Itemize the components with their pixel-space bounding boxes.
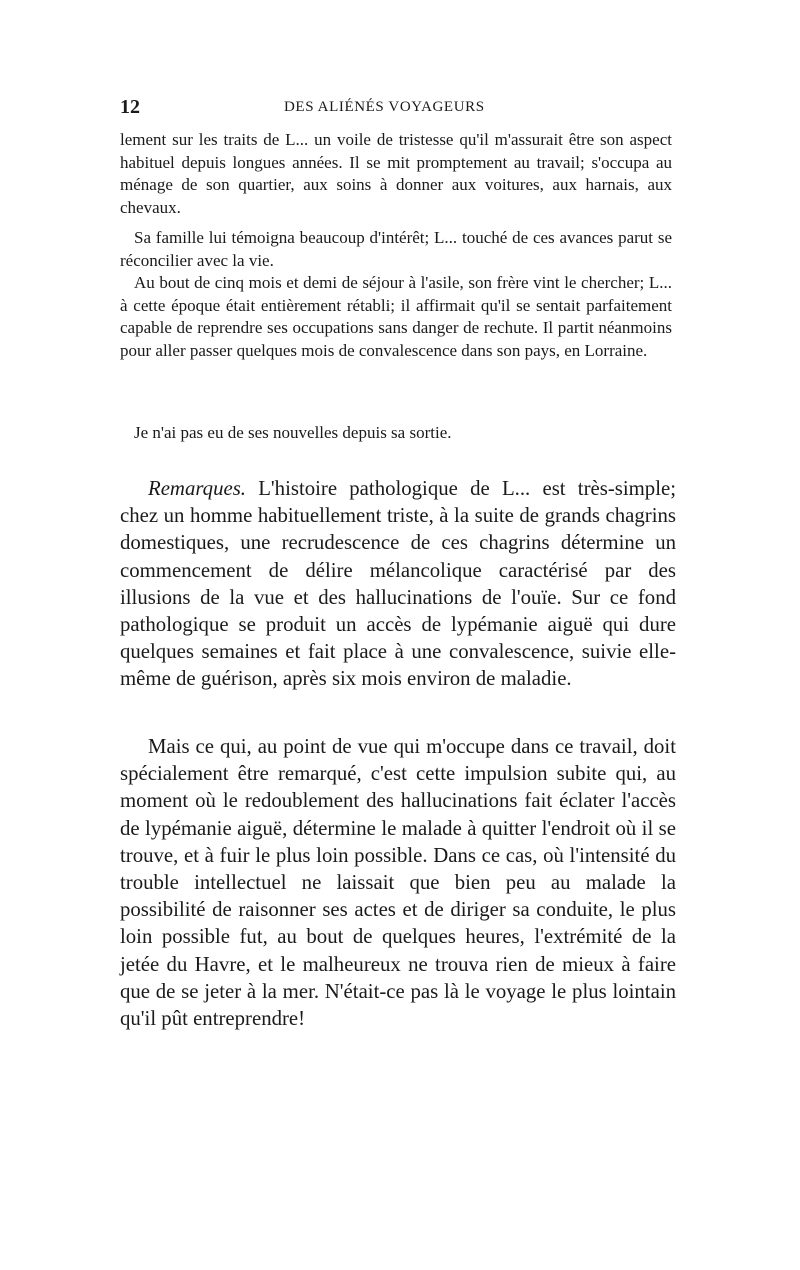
paragraph-text: Sa famille lui témoigna beaucoup d'intérêt; L... touché de ces avances parut se réconcilier avec la vie. (120, 228, 672, 270)
paragraph-text: Je n'ai pas eu de ses nouvelles depuis sa sortie. (134, 423, 452, 442)
paragraph-text: Au bout de cinq mois et demi de séjour à l'asile, son frère vint le chercher; L... à cette époque était entièrement rétabli; il affirmait qu'il se sentait parfaitement capable de reprendre ses occupations sans danger de rechute. Il partit néanmoins pour aller passer quelques mois de convalescence dans son pays, en Lorraine. (120, 273, 672, 360)
remarks-text: L'histoire pathologique de L... est très-simple; chez un homme habituellement triste, à la suite de grands chagrins domestiques, une recrudescence de ces chagrins détermine un commencement de délire mélancolique caractérisé par des illusions de la vue et des hallucinations de l'ouïe. Sur ce fond pathologique se produit un accès de lypémanie aiguë qui dure quelques semaines et fait place à une convalescence, suivie elle-même de guérison, après six mois environ de maladie. (120, 477, 676, 691)
paragraph-text: lement sur les traits de L... un voile de tristesse qu'il m'assurait être son aspect habituel depuis longues années. Il se mit promptement au travail; s'occupa au ménage de son quartier, aux soins à donner aux voitures, aux harnais, aux chevaux. (120, 130, 672, 217)
paragraph-family (120, 227, 672, 272)
paragraph-no-news (120, 422, 672, 445)
page-header (120, 96, 680, 120)
paragraph-continuation (120, 129, 672, 219)
running-title: DES ALIÉNÉS VOYAGEURS (284, 99, 485, 115)
conclusion-section (120, 733, 676, 1032)
remarks-section (120, 475, 676, 693)
page-number: 12 (120, 96, 140, 118)
remarks-paragraph (120, 475, 676, 693)
conclusion-paragraph: Mais ce qui, au point de vue qui m'occupe dans ce travail, doit spécialement être remarqué, c'est cette impulsion subite qui, au moment où le redoublement des hallucinations fait éclater l'accès de lypémanie aiguë, détermine le malade à quitter l'endroit où il se trouve, et à fuir le plus loin possible. Dans ce cas, où l'intensité du trouble intellectuel ne laissait que bien peu au malade la possibilité de raisonner ses actes et de diriger sa conduite, le plus loin possible fut, au bout de quelques heures, l'extrémité de la jetée du Havre, et le malheureux ne trouva rien de mieux à faire que de se jeter à la mer. N'était-ce pas là le voyage le plus lointain qu'il pût entreprendre! (120, 735, 676, 1031)
remarks-heading: Remarques. (148, 477, 246, 500)
paragraph-discharge (120, 272, 672, 362)
